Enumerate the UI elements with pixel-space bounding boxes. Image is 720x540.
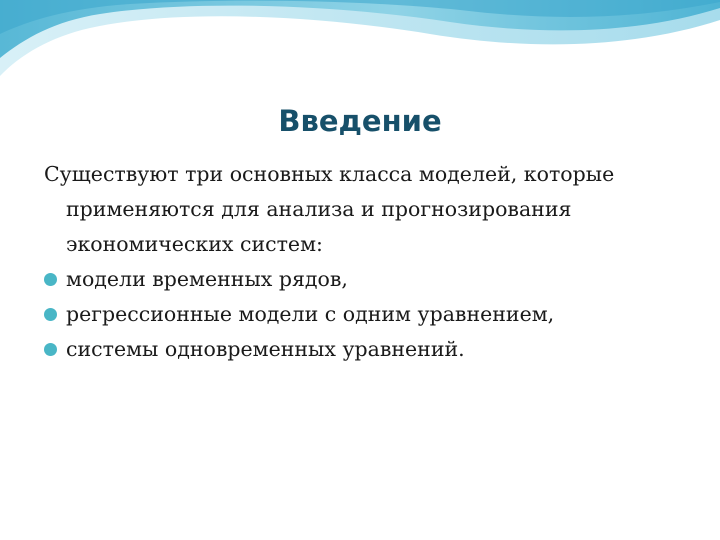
slide-body bbox=[44, 157, 694, 367]
bullet-item bbox=[44, 332, 694, 367]
bullet-dot-icon bbox=[44, 308, 57, 321]
bullet-dot-icon bbox=[44, 343, 57, 356]
bullet-dot-icon bbox=[44, 273, 57, 286]
slide-title: Введение bbox=[278, 104, 442, 138]
intro-paragraph: Существуют три основных класса моделей, которые применяются для анализа и прогнозирования экономических систем: bbox=[44, 162, 615, 256]
bullet-text: регрессионные модели с одним уравнением, bbox=[66, 302, 555, 326]
bullet-text: системы одновременных уравнений. bbox=[66, 337, 465, 361]
bullet-list bbox=[44, 262, 694, 367]
bullet-item bbox=[44, 297, 694, 332]
bullet-text: модели временных рядов, bbox=[66, 267, 348, 291]
bullet-item bbox=[44, 262, 694, 297]
decorative-wave-header bbox=[0, 0, 720, 90]
